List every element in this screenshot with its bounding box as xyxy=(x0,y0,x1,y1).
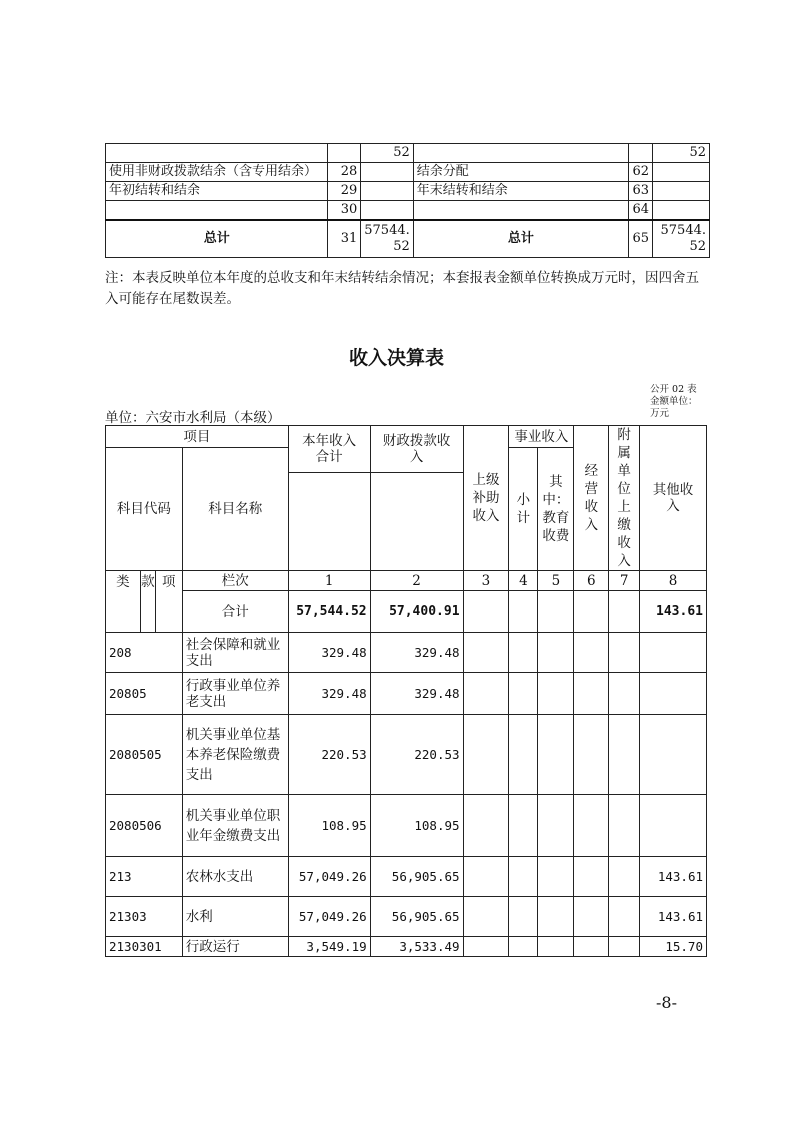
income-total: 108.95 xyxy=(288,795,370,857)
other-income xyxy=(640,633,707,673)
header-other: 其他收入 xyxy=(640,426,707,571)
line-number: 63 xyxy=(629,182,653,201)
subject-name: 农林水支出 xyxy=(182,857,288,897)
line-number: 64 xyxy=(629,201,653,220)
subject-code: 2080506 xyxy=(106,795,183,857)
subject-code: 21303 xyxy=(106,897,183,937)
header-kuan: 款 xyxy=(140,571,155,633)
total-fiscal: 57,400.91 xyxy=(370,591,463,633)
form-number: 公开 02 表 xyxy=(650,384,697,395)
line-number: 29 xyxy=(328,182,361,201)
table-row xyxy=(106,182,710,201)
item-name: 年初结转和结余 xyxy=(106,182,328,201)
header-lanci: 栏次 xyxy=(182,571,288,591)
col-no: 3 xyxy=(463,571,509,591)
table-row xyxy=(106,897,707,937)
fiscal-income: 56,905.65 xyxy=(370,857,463,897)
total-other: 143.61 xyxy=(640,591,707,633)
unit-label: 金额单位： xyxy=(650,396,698,407)
income-statement-table xyxy=(105,425,707,957)
table-row xyxy=(106,937,707,957)
subject-code: 2080505 xyxy=(106,715,183,795)
total-income: 57,544.52 xyxy=(288,591,370,633)
amount xyxy=(361,201,414,220)
line-number: 65 xyxy=(629,220,653,258)
amount: 52 xyxy=(361,144,414,163)
header-edu: 其中：教育收费 xyxy=(538,448,574,571)
col-no: 1 xyxy=(288,571,370,591)
subject-name: 水利 xyxy=(182,897,288,937)
total-amount: 57544. 52 xyxy=(653,220,710,258)
subject-name: 机关事业单位基本养老保险缴费支出 xyxy=(182,715,288,795)
line-number xyxy=(328,144,361,163)
amount xyxy=(653,163,710,182)
unit-value: 万元 xyxy=(650,408,670,419)
table-row xyxy=(106,795,707,857)
fiscal-income: 220.53 xyxy=(370,715,463,795)
subject-name: 行政运行 xyxy=(182,937,288,957)
header-career: 事业收入 xyxy=(509,426,574,448)
col-no: 8 xyxy=(640,571,707,591)
header-lei: 类 xyxy=(106,571,141,633)
income-total: 220.53 xyxy=(288,715,370,795)
total-label: 合计 xyxy=(182,591,288,633)
subject-name: 机关事业单位职业年金缴费支出 xyxy=(182,795,288,857)
subject-code: 208 xyxy=(106,633,183,673)
col-no: 2 xyxy=(370,571,463,591)
item-name: 结余分配 xyxy=(413,163,628,182)
income-total: 329.48 xyxy=(288,673,370,715)
header-operate: 经营收入 xyxy=(574,426,609,571)
header-name: 科目名称 xyxy=(182,448,288,571)
header-fiscal: 财政拨款收入 xyxy=(370,426,463,473)
income-total: 329.48 xyxy=(288,633,370,673)
fiscal-income: 108.95 xyxy=(370,795,463,857)
income-total: 3,549.19 xyxy=(288,937,370,957)
table-row xyxy=(106,715,707,795)
table-row xyxy=(106,163,710,182)
subject-code: 2130301 xyxy=(106,937,183,957)
income-total: 57,049.26 xyxy=(288,897,370,937)
header-xiang: 项 xyxy=(155,571,182,633)
item-name xyxy=(106,201,328,220)
table-note: 注：本表反映单位本年度的总收支和年末结转结余情况；本套报表金额单位转换成万元时，因四舍五入可能存在尾数误差。 xyxy=(105,270,699,307)
table-row xyxy=(106,144,710,163)
amount xyxy=(361,182,414,201)
item-name: 年末结转和结余 xyxy=(413,182,628,201)
form-corner-label xyxy=(650,384,698,420)
fiscal-income: 3,533.49 xyxy=(370,937,463,957)
header-upper: 上级补助收入 xyxy=(463,426,509,571)
header-item: 项目 xyxy=(106,426,289,448)
fiscal-income: 329.48 xyxy=(370,633,463,673)
subject-name: 行政事业单位养老支出 xyxy=(182,673,288,715)
header-total: 本年收入合计 xyxy=(288,426,370,473)
item-name xyxy=(106,144,328,163)
total-amount: 57544. 52 xyxy=(361,220,414,258)
line-number: 28 xyxy=(328,163,361,182)
page-number: -8- xyxy=(656,993,677,1012)
header-subtotal: 小计 xyxy=(509,448,538,571)
other-income xyxy=(640,795,707,857)
other-income xyxy=(640,673,707,715)
subject-name: 社会保障和就业支出 xyxy=(182,633,288,673)
header-spacer xyxy=(370,473,463,571)
other-income xyxy=(640,715,707,795)
line-number: 31 xyxy=(328,220,361,258)
table-row xyxy=(106,201,710,220)
line-number xyxy=(629,144,653,163)
col-no: 7 xyxy=(609,571,640,591)
other-income: 15.70 xyxy=(640,937,707,957)
reporting-unit: 单位：六安市水利局（本级） xyxy=(105,410,281,426)
amount xyxy=(653,182,710,201)
header-spacer xyxy=(288,473,370,571)
table-row xyxy=(106,857,707,897)
income-total: 57,049.26 xyxy=(288,857,370,897)
item-name xyxy=(413,201,628,220)
header-code: 科目代码 xyxy=(106,448,183,571)
total-row xyxy=(106,220,710,258)
col-no: 5 xyxy=(538,571,574,591)
fiscal-income: 329.48 xyxy=(370,673,463,715)
item-name xyxy=(413,144,628,163)
subject-code: 213 xyxy=(106,857,183,897)
table-row xyxy=(106,673,707,715)
other-income: 143.61 xyxy=(640,897,707,937)
total-label: 总计 xyxy=(106,220,328,258)
balance-summary-table xyxy=(105,143,710,258)
line-number: 30 xyxy=(328,201,361,220)
amount xyxy=(361,163,414,182)
amount: 52 xyxy=(653,144,710,163)
page-title: 收入决算表 xyxy=(348,347,444,369)
fiscal-income: 56,905.65 xyxy=(370,897,463,937)
header-affil: 附属单位上缴收入 xyxy=(609,426,640,571)
col-no: 6 xyxy=(574,571,609,591)
col-no: 4 xyxy=(509,571,538,591)
table-row xyxy=(106,633,707,673)
line-number: 62 xyxy=(629,163,653,182)
column-number-row xyxy=(106,571,707,591)
grand-total-row xyxy=(106,591,707,633)
other-income: 143.61 xyxy=(640,857,707,897)
total-label: 总计 xyxy=(413,220,628,258)
header-row xyxy=(106,426,707,448)
subject-code: 20805 xyxy=(106,673,183,715)
amount xyxy=(653,201,710,220)
item-name: 使用非财政拨款结余（含专用结余） xyxy=(106,163,328,182)
